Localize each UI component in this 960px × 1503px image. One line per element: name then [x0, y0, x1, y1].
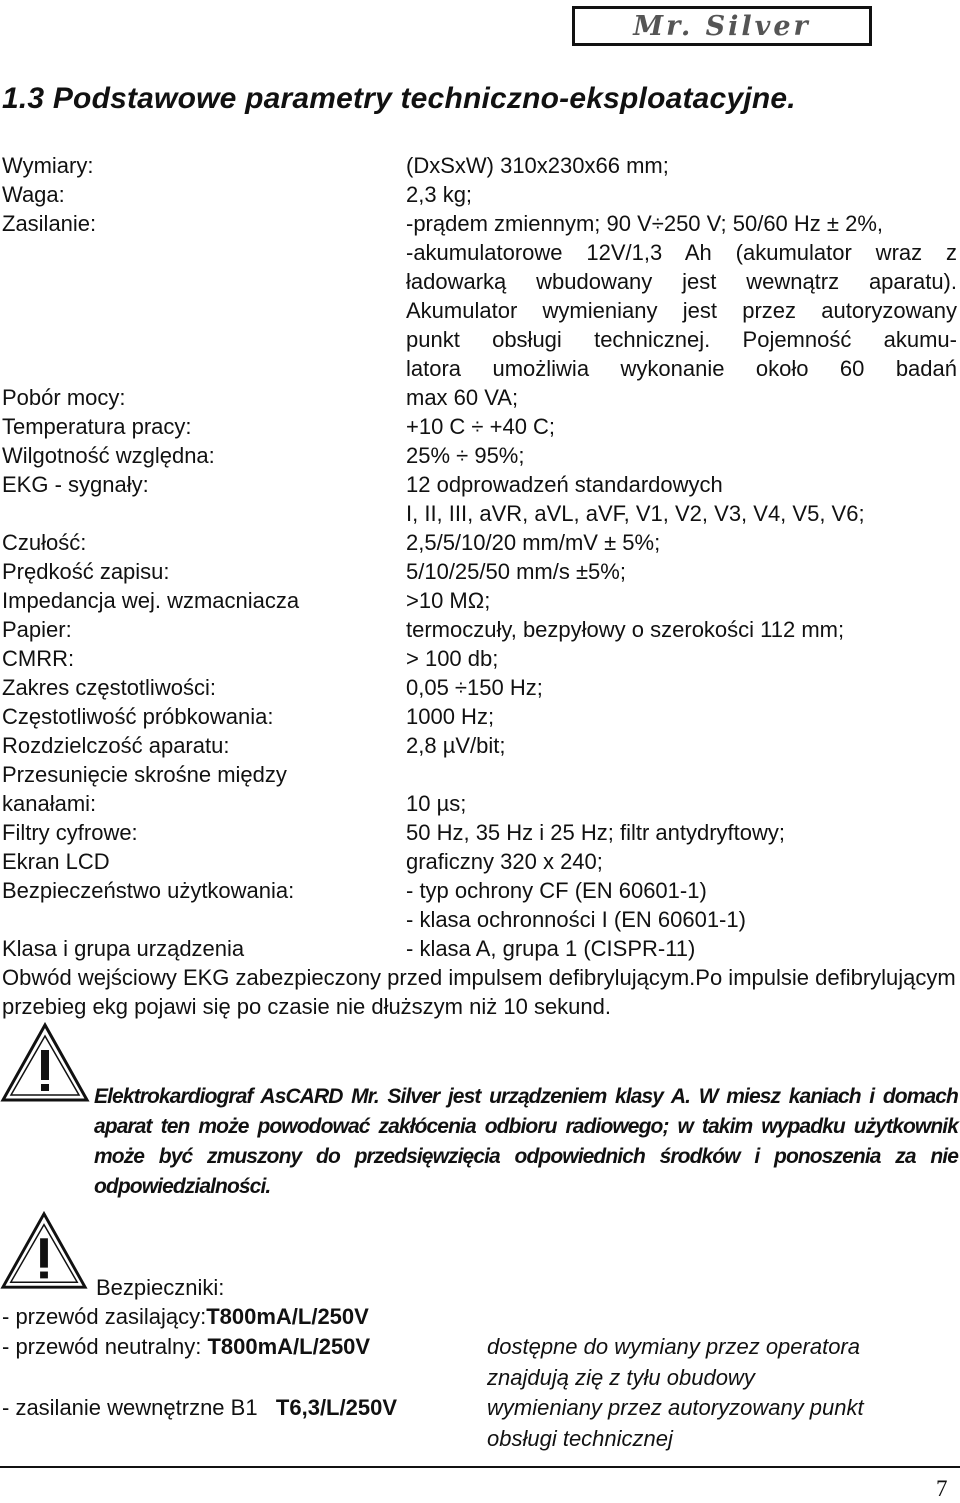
spec-label: Waga: — [2, 182, 65, 207]
spec-row — [2, 151, 957, 180]
spec-value: graficzny 320 x 240; — [406, 849, 603, 874]
spec-value: -prądem zmiennym; 90 V÷250 V; 50/60 Hz ± 2%, — [406, 211, 883, 236]
spec-value: 10 µs; — [406, 791, 467, 816]
spec-value: 2,8 µV/bit; — [406, 733, 506, 758]
fuse-note-line: obsługi technicznej — [487, 1426, 673, 1451]
fuse-value: T800mA/L/250V — [207, 1334, 371, 1359]
spec-label: kanałami: — [2, 791, 97, 816]
spec-label: Impedancja wej. wzmacniacza — [2, 588, 300, 613]
spec-value: - typ ochrony CF (EN 60601-1) — [406, 878, 707, 903]
spec-list — [2, 151, 957, 1021]
spec-label: Wymiary: — [2, 153, 94, 178]
spec-label: Papier: — [2, 617, 72, 642]
spec-label: Ekran LCD — [2, 849, 110, 874]
defibrillation-note: Obwód wejściowy EKG zabezpieczony przed impulsem defibrylującym.Po impulsie defibrylującym przebieg ekg pojawi się po czasie nie dłuższym niż 10 sekund. — [2, 965, 956, 1019]
spec-row — [2, 615, 957, 644]
spec-label: Zakres częstotliwości: — [2, 675, 216, 700]
spec-label: Rozdzielczość aparatu: — [2, 733, 230, 758]
spec-value: 5/10/25/50 mm/s ±5%; — [406, 559, 626, 584]
page-divider — [0, 1466, 960, 1468]
spec-row — [2, 557, 957, 586]
spec-value: termoczuły, bezpyłowy o szerokości 112 mm; — [406, 617, 845, 642]
spec-value: 0,05 ÷150 Hz; — [406, 675, 543, 700]
fuse-item — [2, 1302, 369, 1331]
spec-value: 50 Hz, 35 Hz i 25 Hz; filtr antydryftowy; — [406, 820, 786, 845]
spec-label: CMRR: — [2, 646, 75, 671]
spec-row — [2, 934, 957, 963]
spec-value: (DxSxW) 310x230x66 mm; — [406, 153, 669, 178]
spec-row — [2, 731, 957, 760]
spec-label: Temperatura pracy: — [2, 414, 192, 439]
spec-row — [2, 383, 957, 412]
spec-value: +10 C ÷ +40 C; — [406, 414, 556, 439]
spec-value: 12 odprowadzeń standardowych — [406, 472, 723, 497]
spec-label: Pobór mocy: — [2, 385, 126, 410]
spec-value: - klasa ochronności I (EN 60601-1) — [406, 907, 746, 932]
spec-value: max 60 VA; — [406, 385, 519, 410]
fuse-note-service — [487, 1392, 864, 1454]
spec-row — [2, 673, 957, 702]
spec-label: Bezpieczeństwo użytkowania: — [2, 878, 295, 903]
spec-row — [2, 441, 957, 470]
spec-value: 1000 Hz; — [406, 704, 495, 729]
fuse-label: - zasilanie wewnętrzne B1 — [2, 1395, 258, 1420]
spec-value: >10 MΩ; — [406, 588, 491, 613]
spec-row — [2, 528, 957, 557]
spec-row — [2, 209, 957, 383]
fuse-note-operator — [487, 1331, 860, 1393]
spec-value: punkt obsługi technicznej. Pojemność akumu- — [406, 327, 957, 352]
spec-label: Klasa i grupa urządzenia — [2, 936, 245, 961]
spec-label: Zasilanie: — [2, 211, 97, 236]
fuse-note-line: znajdują zię z tyłu obudowy — [487, 1365, 755, 1390]
spec-label: Czułość: — [2, 530, 87, 555]
class-a-warning — [0, 1022, 960, 1212]
spec-value: 2,5/5/10/20 mm/mV ± 5%; — [406, 530, 661, 555]
spec-label: Częstotliwość próbkowania: — [2, 704, 274, 729]
fuse-note-line: wymieniany przez autoryzowany punkt — [487, 1395, 864, 1420]
spec-value: > 100 db; — [406, 646, 499, 671]
fuse-label: - przewód zasilający: — [2, 1304, 207, 1329]
fuse-label: - przewód neutralny: — [2, 1334, 202, 1359]
warning-triangle-icon — [0, 1022, 90, 1104]
spec-label: Prędkość zapisu: — [2, 559, 170, 584]
spec-value: Akumulator wymieniany jest przez autoryzowany — [406, 298, 957, 323]
spec-row — [2, 586, 957, 615]
class-a-warning-text: Elektrokardiograf AsCARD Mr. Silver jest urządzeniem klasy A. W miesz kaniach i domach aparat ten może powodować zakłócenia odbioru radiowego; w takim wypadku użytkownik może być zmuszony do przedsięwzięcia odpowiednich środków i ponoszenia za nie odpowiedzialności. — [94, 1085, 958, 1198]
spec-value: 25% ÷ 95%; — [406, 443, 525, 468]
spec-value: - klasa A, grupa 1 (CISPR-11) — [406, 936, 696, 961]
spec-row — [2, 818, 957, 847]
spec-row — [2, 702, 957, 731]
fuse-value: T800mA/L/250V — [206, 1304, 369, 1329]
spec-row — [2, 412, 957, 441]
fuse-value: T6,3/L/250V — [275, 1395, 397, 1420]
spec-row — [2, 760, 957, 789]
brand-box — [572, 6, 872, 46]
spec-row — [2, 180, 957, 209]
fuse-note-line: dostępne do wymiany przez operatora — [487, 1334, 860, 1359]
spec-label: EKG - sygnały: — [2, 472, 149, 497]
spec-value: latora umożliwia wykonanie około 60 badań — [406, 356, 957, 381]
spec-label: Przesunięcie skrośne między — [2, 762, 287, 787]
fuse-item — [2, 1393, 397, 1422]
spec-row — [2, 644, 957, 673]
spec-label: Filtry cyfrowe: — [2, 820, 138, 845]
section-title: 1.3 Podstawowe parametry techniczno-eksploatacyjne. — [2, 82, 796, 115]
spec-label: Wilgotność względna: — [2, 443, 215, 468]
fuses-section — [0, 1210, 960, 1460]
fuse-item — [2, 1332, 370, 1361]
spec-value: I, II, III, aVR, aVL, aVF, V1, V2, V3, V4, V5, V6; — [406, 501, 865, 526]
spec-value: ładowarką wbudowany jest wewnątrz aparatu). — [406, 269, 957, 294]
spec-row — [2, 470, 957, 528]
warning-triangle-icon — [0, 1210, 88, 1292]
spec-value: -akumulatorowe 12V/1,3 Ah (akumulator wraz z — [406, 240, 957, 265]
spec-row — [2, 789, 957, 818]
spec-row — [2, 876, 957, 934]
spec-value: 2,3 kg; — [406, 182, 473, 207]
brand-name: Mr. Silver — [633, 11, 811, 42]
fuses-title: Bezpieczniki: — [96, 1275, 225, 1300]
page-number: 7 — [936, 1476, 948, 1501]
spec-row — [2, 847, 957, 876]
